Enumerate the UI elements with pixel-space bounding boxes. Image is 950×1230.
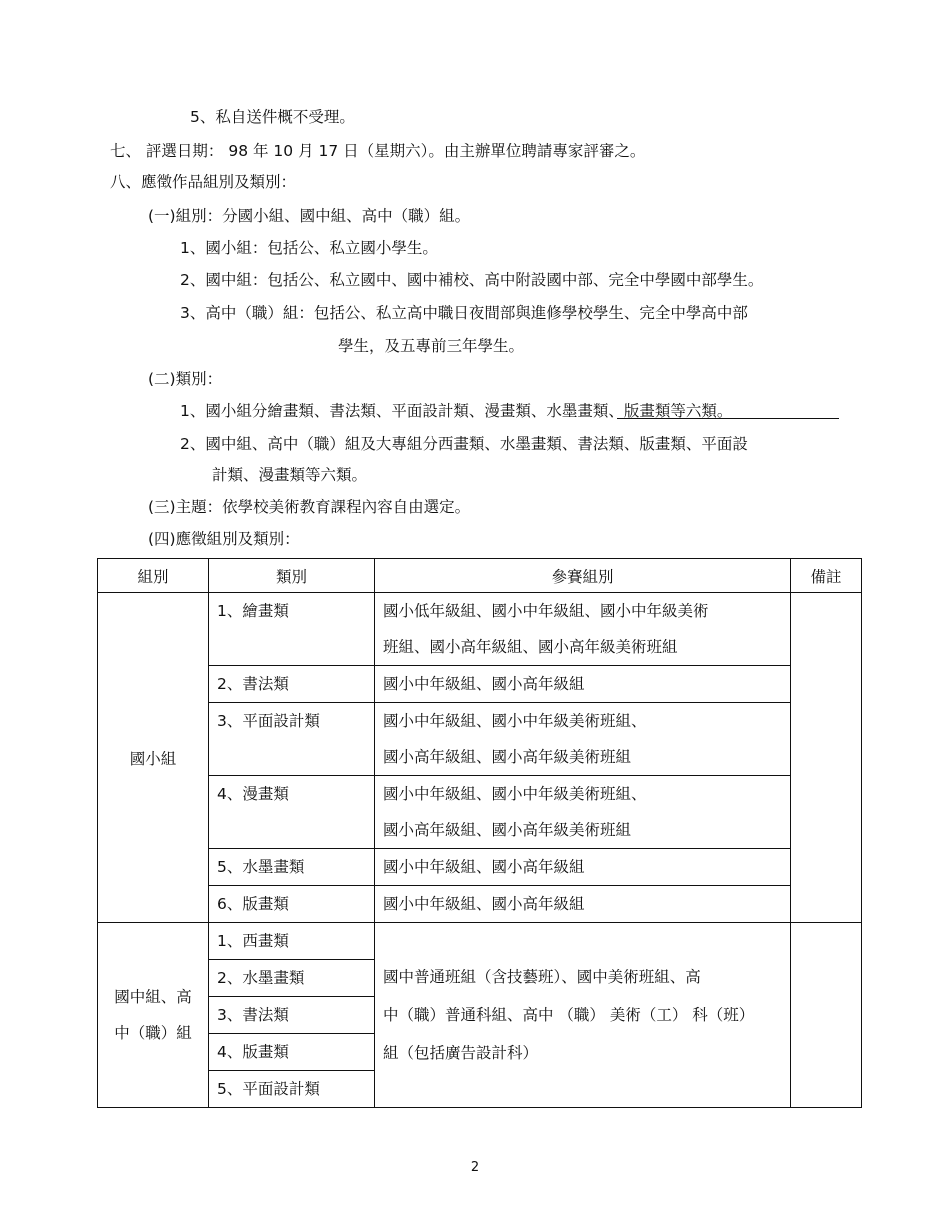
table-row <box>98 923 862 960</box>
category-cell: 2、水墨畫類 <box>209 960 375 997</box>
division-cell: 國小中年級組、國小中年級美術班組、 國小高年級組、國小高年級美術班組 <box>375 776 791 849</box>
table-row <box>98 886 862 923</box>
category-cell: 4、漫畫類 <box>209 776 375 849</box>
category-cell: 1、繪畫類 <box>209 593 375 666</box>
text-line: 計類、漫畫類等六類。 <box>212 466 368 484</box>
text-line: 2、國中組：包括公、私立國中、國中補校、高中附設國中部、完全中學國中部學生。 <box>180 271 764 289</box>
header-group: 組別 <box>98 559 209 593</box>
category-cell: 2、書法類 <box>209 666 375 703</box>
table-row <box>98 666 862 703</box>
text-line: (一)組別：分國小組、國中組、高中（職）組。 <box>148 207 471 225</box>
note-cell <box>791 923 862 1108</box>
group-secondary: 國中組、高 中（職）組 <box>98 923 209 1108</box>
division-cell: 國小中年級組、國小高年級組 <box>375 666 791 703</box>
note-cell <box>791 593 862 923</box>
text-line: 3、高中（職）組：包括公、私立高中職日夜間部與進修學校學生、完全中學高中部 <box>180 304 748 322</box>
category-cell: 1、西畫類 <box>209 923 375 960</box>
text-line: 七、 評選日期： 98 年 10 月 17 日（星期六）。由主辦單位聘請專家評審之。 <box>110 142 646 160</box>
text-line: (四)應徵組別及類別： <box>148 530 300 548</box>
category-table <box>97 558 862 1108</box>
table-row <box>98 776 862 849</box>
text-line: 1、國小組：包括公、私立國小學生。 <box>180 239 438 257</box>
division-cell: 國小低年級組、國小中年級組、國小中年級美術 班組、國小高年級組、國小高年級美術班組 <box>375 593 791 666</box>
underline <box>617 418 839 419</box>
table-row <box>98 593 862 666</box>
text-line: 2、國中組、高中（職）組及大專組分西畫類、水墨畫類、書法類、版畫類、平面設 <box>180 435 748 453</box>
category-cell: 3、書法類 <box>209 997 375 1034</box>
text-line: (三)主題：依學校美術教育課程內容自由選定。 <box>148 498 471 516</box>
text-line: (二)類別： <box>148 370 223 388</box>
category-cell: 5、水墨畫類 <box>209 849 375 886</box>
division-cell: 國小中年級組、國小高年級組 <box>375 886 791 923</box>
text-line: 5、私自送件概不受理。 <box>190 108 355 126</box>
table-row <box>98 703 862 776</box>
table-row <box>98 849 862 886</box>
table-header-row <box>98 559 862 593</box>
category-cell: 4、版畫類 <box>209 1034 375 1071</box>
group-elementary: 國小組 <box>98 593 209 923</box>
text-line: 1、國小組分繪畫類、書法類、平面設計類、漫畫類、水墨畫類、版畫類等六類。 <box>180 402 733 420</box>
header-category: 類別 <box>209 559 375 593</box>
category-cell: 5、平面設計類 <box>209 1071 375 1108</box>
header-note: 備註 <box>791 559 862 593</box>
category-cell: 6、版畫類 <box>209 886 375 923</box>
category-cell: 3、平面設計類 <box>209 703 375 776</box>
division-cell: 國中普通班組（含技藝班）、國中美術班組、高 中（職）普通科組、高中 （職） 美術（工） 科（班） 組（包括廣告設計科） <box>375 923 791 1108</box>
page-number: 2 <box>470 1160 480 1175</box>
header-division: 參賽組別 <box>375 559 791 593</box>
division-cell: 國小中年級組、國小中年級美術班組、 國小高年級組、國小高年級美術班組 <box>375 703 791 776</box>
text-line: 學生，及五專前三年學生。 <box>338 337 525 355</box>
division-cell: 國小中年級組、國小高年級組 <box>375 849 791 886</box>
text-line: 八、應徵作品組別及類別： <box>110 173 297 191</box>
